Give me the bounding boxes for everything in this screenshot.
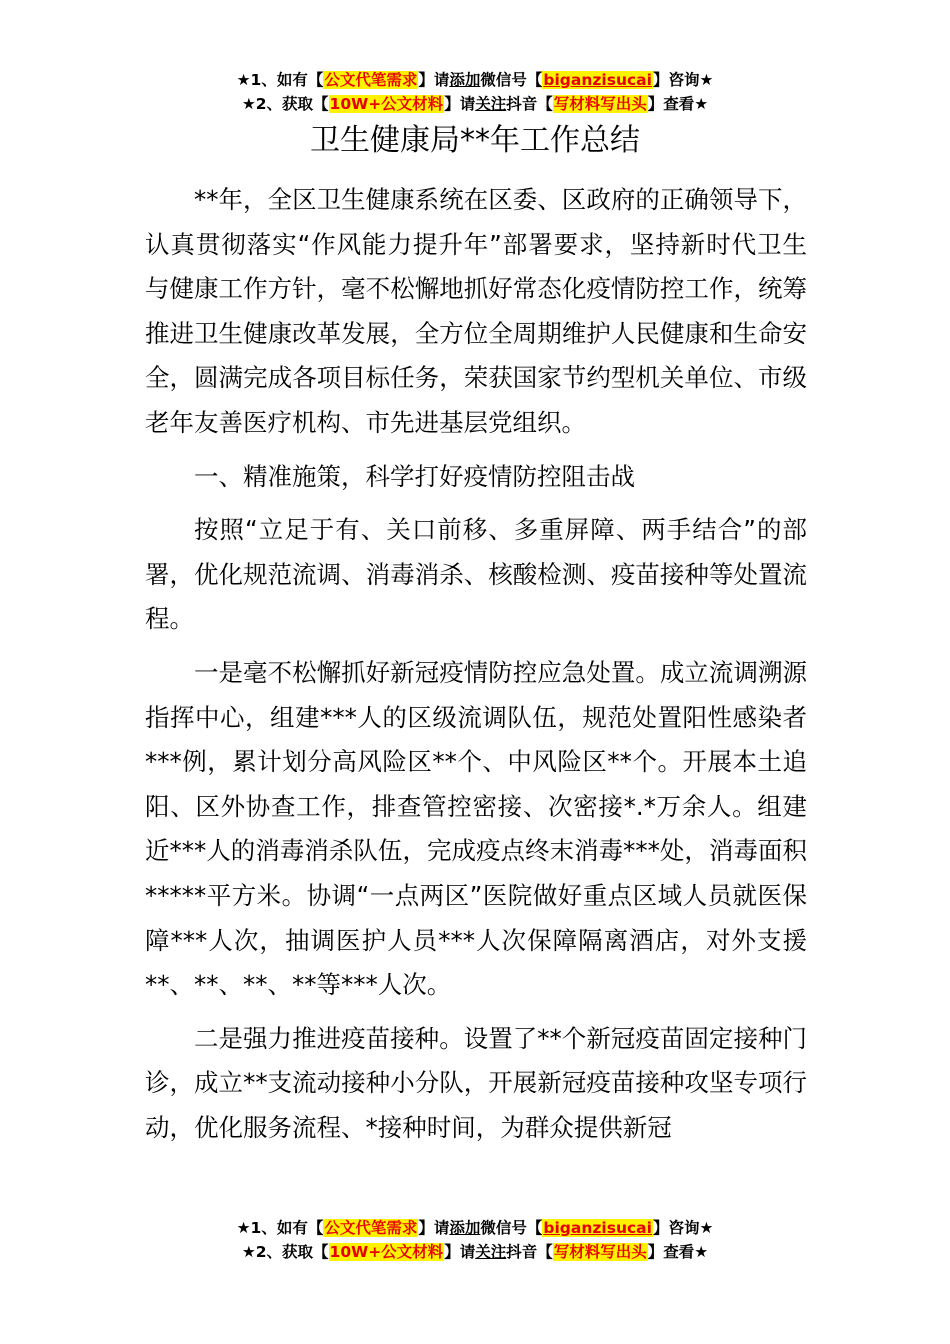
promo-line-1 [0,1216,950,1240]
paragraph: 二是强力推进疫苗接种。设置了**个新冠疫苗固定接种门诊，成立**支流动接种小分队，开展新冠疫苗接种攻坚专项行动，优化服务流程、*接种时间，为群众提供新冠 [145,1023,807,1142]
promo-text: 】查看★ [647,1243,709,1261]
section-heading: 一、精准施策，科学打好疫情防控阻击战 [194,461,635,491]
promo-wechat-id: biganzisucai [543,1219,652,1237]
promo-text: 】请 [418,1219,450,1237]
promo-text: 】请 [444,1243,476,1261]
promo-text: ★1、如有【 [236,1219,324,1237]
promo-text: ★2、获取【 [241,1243,329,1261]
promo-douyin-name: 写材料写出头 [553,95,647,113]
promo-text: ★1、如有【 [236,71,324,89]
promo-banner-top [0,68,950,116]
promo-text: ★2、获取【 [241,95,329,113]
promo-highlight: 10W+公文材料 [329,95,444,113]
promo-text: 关注 [475,1243,507,1261]
promo-text: 微信号【 [480,1219,543,1237]
promo-line-2 [0,92,950,116]
promo-highlight: 公文代笔需求 [324,71,418,89]
promo-text: 】请 [444,95,476,113]
promo-text: 添加 [449,1219,481,1237]
paragraph-intro: **年，全区卫生健康系统在区委、区政府的正确领导下，认真贯彻落实“作风能力提升年”部署要求，坚持新时代卫生与健康工作方针，毫不松懈地抓好常态化疫情防控工作，统筹推进卫生健康改革发展，全方位全周期维护人民健康和生命安全，圆满完成各项目标任务，荣获国家节约型机关单位、市级老年友善医疗机构、市先进基层党组织。 [145,185,807,437]
promo-text: 】咨询★ [652,71,714,89]
promo-text: 关注 [475,95,507,113]
promo-text: 】查看★ [647,95,709,113]
promo-text: 添加 [449,71,481,89]
promo-text: 抖音【 [506,95,553,113]
promo-text: 微信号【 [480,71,543,89]
promo-banner-bottom [0,1216,950,1264]
document-title: 卫生健康局**年工作总结 [310,123,640,158]
promo-text: 抖音【 [506,1243,553,1261]
paragraph: 按照“立足于有、关口前移、多重屏障、两手结合”的部署，优化规范流调、消毒消杀、核酸检测、疫苗接种等处置流程。 [145,515,807,634]
promo-line-1 [0,68,950,92]
promo-line-2 [0,1240,950,1264]
promo-text: 】咨询★ [652,1219,714,1237]
promo-text: 】请 [418,71,450,89]
promo-wechat-id: biganzisucai [543,71,652,89]
paragraph: 一是毫不松懈抓好新冠疫情防控应急处置。成立流调溯源指挥中心，组建***人的区级流调队伍，规范处置阳性感染者***例，累计划分高风险区**个、中风险区**个。开展本土追阳、区外协查工作，排查管控密接、次密接*.*万余人。组建近***人的消毒消杀队伍，完成疫点终末消毒***处，消毒面积*****平方米。协调“一点两区”医院做好重点区域人员就医保障***人次，抽调医护人员***人次保障隔离酒店，对外支援**、**、**、**等***人次。 [145,657,807,1000]
promo-highlight: 公文代笔需求 [324,1219,418,1237]
promo-douyin-name: 写材料写出头 [553,1243,647,1261]
promo-highlight: 10W+公文材料 [329,1243,444,1261]
document-body [145,178,807,1159]
